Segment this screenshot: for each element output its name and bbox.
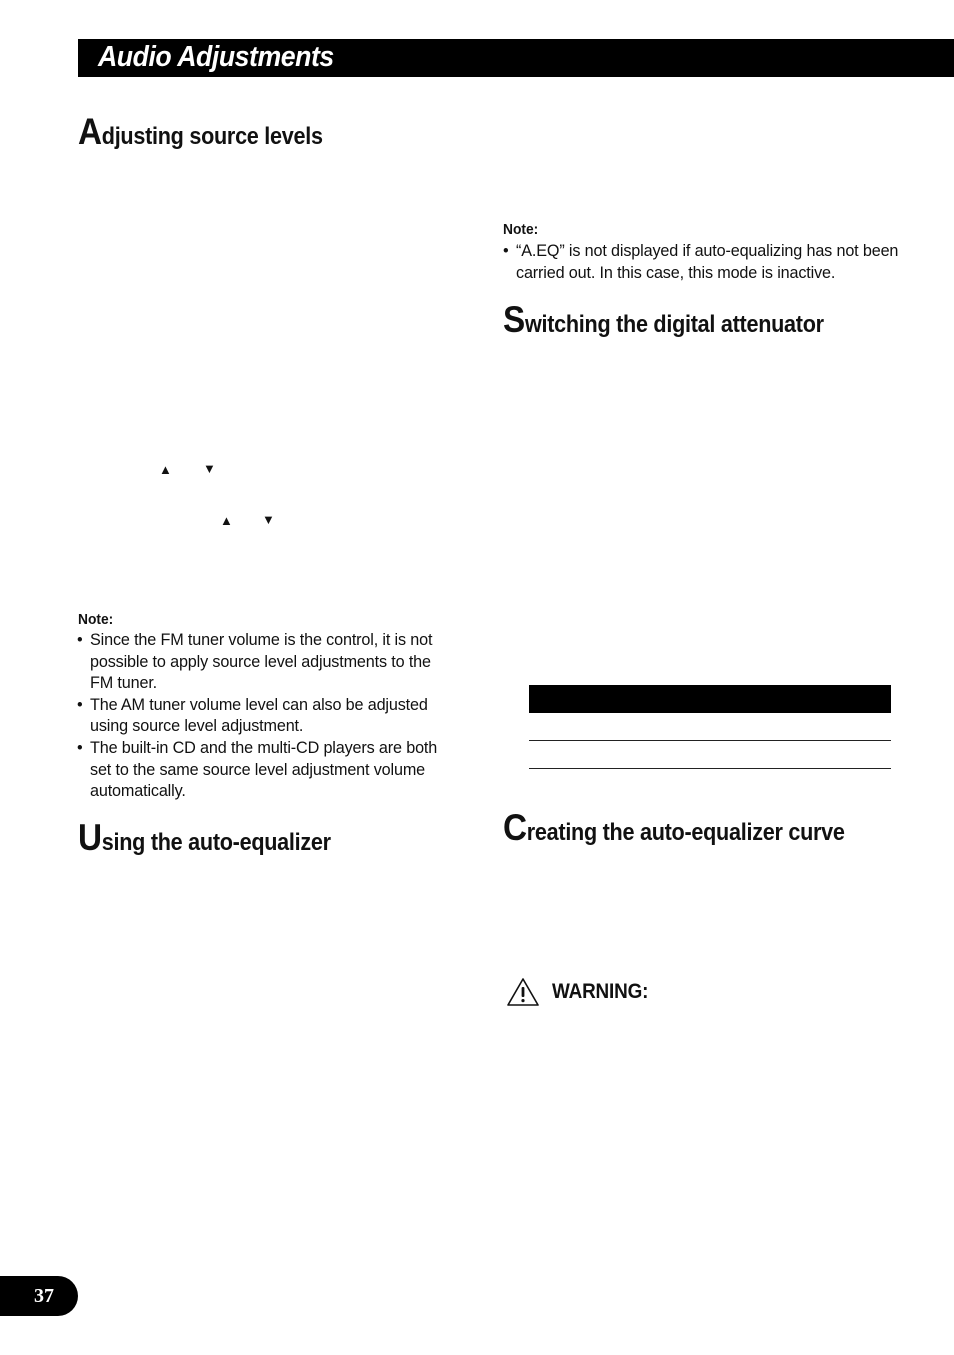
note-list-source-levels (77, 630, 457, 803)
page-number: 37 (34, 1285, 54, 1307)
heading-initial: S (503, 299, 525, 340)
warning-callout (506, 976, 659, 1008)
heading-text: sing the auto-equalizer (101, 829, 331, 856)
warning-triangle-icon (506, 977, 540, 1007)
warning-label: WARNING: (552, 980, 649, 1003)
heading-text: djusting source levels (101, 123, 323, 150)
note-item: • The built-in CD and the multi-CD players are both set to the same source level adjustment volume automatically. (77, 738, 457, 803)
heading-text: reating the auto-equalizer curve (526, 819, 845, 846)
page-number-tab (0, 1276, 78, 1316)
section-header-bar (78, 39, 954, 77)
down-arrow-icon: ▼ (203, 461, 216, 476)
heading-creating-auto-equalizer-curve (503, 809, 845, 847)
heading-initial: U (78, 817, 102, 858)
table-row-divider (529, 740, 891, 741)
up-arrow-icon: ▲ (159, 462, 172, 477)
note-label: Note: (78, 611, 114, 628)
note-item: • Since the FM tuner volume is the control, it is not possible to apply source level adjustments to the FM tuner. (77, 630, 457, 695)
section-header-title: Audio Adjustments (98, 41, 334, 73)
heading-text: witching the digital attenuator (524, 311, 824, 338)
heading-adjusting-source-levels (78, 113, 323, 151)
note-list-auto-eq (503, 241, 903, 284)
note-item: • The AM tuner volume level can also be adjusted using source level adjustment. (77, 695, 457, 738)
table-header-bar (529, 685, 891, 713)
heading-initial: A (78, 111, 102, 152)
heading-initial: C (503, 807, 527, 848)
up-arrow-icon: ▲ (220, 513, 233, 528)
note-label: Note: (503, 221, 539, 238)
down-arrow-icon: ▼ (262, 512, 275, 527)
heading-switching-digital-attenuator (503, 301, 824, 339)
note-item: • “A.EQ” is not displayed if auto-equalizing has not been carried out. In this case, this mode is inactive. (503, 241, 903, 284)
table-row-divider (529, 768, 891, 769)
heading-using-auto-equalizer (78, 819, 331, 857)
